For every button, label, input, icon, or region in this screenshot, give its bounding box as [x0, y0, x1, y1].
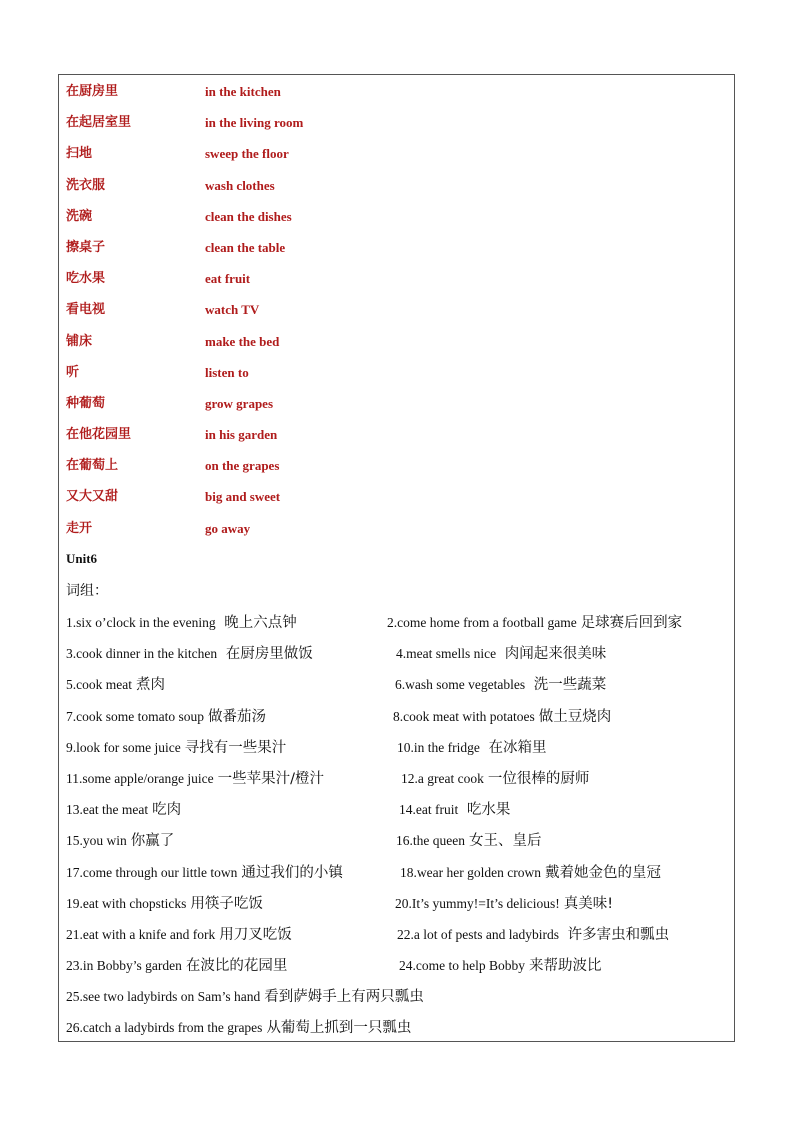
phrase-english: 5.cook meat — [66, 677, 132, 693]
phrase-item — [400, 862, 661, 884]
phrase-chinese: 看到萨姆手上有两只瓢虫 — [264, 989, 424, 1006]
phrase-chinese: 煮肉 — [135, 677, 165, 694]
phrase-item — [66, 955, 287, 977]
phrase-english: 25.see two ladybirds on Sam’s hand — [66, 989, 261, 1005]
phrase-row — [66, 893, 731, 924]
phrase-chinese: 吃水果 — [462, 802, 511, 819]
phrase-chinese: 晚上六点钟 — [219, 615, 297, 631]
phrase-item — [66, 643, 313, 665]
phrase-english: 10.in the fridge — [397, 739, 480, 755]
phrase-row — [66, 643, 731, 674]
vocab-row — [66, 206, 666, 237]
vocab-row — [66, 486, 666, 517]
vocab-chinese: 吃水果 — [66, 271, 106, 287]
vocab-chinese: 铺床 — [66, 333, 93, 349]
vocab-english: sweep the floor — [205, 146, 289, 162]
phrase-chinese: 你赢了 — [130, 833, 175, 850]
vocab-row — [66, 299, 666, 330]
vocab-english: clean the table — [205, 239, 286, 255]
vocab-row — [66, 143, 666, 174]
phrase-english: 9.look for some juice — [66, 739, 181, 755]
vocab-chinese: 扫地 — [66, 146, 93, 162]
phrase-english: 14.eat fruit — [399, 802, 459, 818]
phrase-item — [66, 768, 324, 790]
phrase-item — [66, 986, 424, 1008]
phrase-english: 16.the queen — [396, 833, 465, 849]
phrase-item — [393, 706, 611, 728]
phrase-chinese: 做土豆烧肉 — [538, 708, 612, 725]
vocab-english: in the living room — [205, 115, 304, 131]
phrase-chinese: 一位很棒的厨师 — [487, 770, 590, 787]
vocab-chinese: 在厨房里 — [66, 84, 119, 99]
phrase-chinese: 做番茄汤 — [208, 708, 266, 725]
vocab-english: go away — [205, 520, 251, 536]
phrase-english: 3.cook dinner in the kitchen — [66, 646, 218, 662]
vocab-chinese: 种葡萄 — [66, 395, 106, 411]
vocab-list — [66, 81, 666, 549]
phrase-item — [66, 924, 292, 946]
phrase-row — [66, 706, 731, 737]
phrase-english: 2.come home from a football game — [387, 615, 577, 630]
phrase-row — [66, 737, 731, 768]
vocab-english: in his garden — [205, 427, 278, 443]
phrase-chinese: 足球赛后回到家 — [580, 615, 683, 631]
vocab-chinese: 洗碗 — [66, 208, 93, 224]
vocab-chinese: 在葡萄上 — [66, 458, 119, 474]
phrase-row — [66, 1017, 731, 1048]
phrase-chinese: 一些苹果汁/橙汁 — [217, 770, 324, 787]
phrase-item — [396, 830, 541, 852]
vocab-row — [66, 518, 666, 549]
phrase-row — [66, 799, 731, 830]
vocab-chinese: 擦桌子 — [66, 239, 106, 255]
phrase-english: 17.come through our little town — [66, 864, 238, 880]
phrase-english: 1.six o’clock in the evening — [66, 615, 216, 630]
phrase-row — [66, 612, 731, 643]
phrase-item — [66, 674, 165, 696]
phrase-english: 26.catch a ladybirds from the grapes — [66, 1020, 263, 1036]
phrase-item — [399, 955, 601, 977]
vocab-row — [66, 237, 666, 268]
phrase-english: 23.in Bobby’s garden — [66, 958, 182, 974]
phrase-english: 19.eat with chopsticks — [66, 895, 187, 911]
phrase-item — [396, 643, 606, 665]
vocab-row — [66, 268, 666, 299]
phrase-english: 20.It’s yummy!=It’s delicious! — [395, 895, 560, 911]
vocab-row — [66, 81, 666, 112]
phrase-chinese: 从葡萄上抓到一只瓢虫 — [266, 1020, 412, 1037]
phrase-item — [401, 768, 589, 790]
phrase-item — [66, 830, 174, 852]
vocab-chinese: 在起居室里 — [66, 115, 132, 131]
vocab-english: eat fruit — [205, 271, 251, 287]
phrase-chinese: 在厨房里做饭 — [221, 646, 313, 663]
phrase-item — [395, 893, 613, 915]
phrase-english: 18.wear her golden crown — [400, 864, 541, 880]
phrase-english: 8.cook meat with potatoes — [393, 708, 535, 724]
vocab-row — [66, 424, 666, 455]
phrase-english: 6.wash some vegetables — [395, 677, 526, 693]
phrase-english: 22.a lot of pests and ladybirds — [397, 926, 559, 942]
phrase-chinese: 在冰箱里 — [483, 739, 547, 756]
phrase-chinese: 戴着她金色的皇冠 — [544, 864, 661, 881]
phrase-chinese: 通过我们的小镇 — [241, 864, 343, 881]
phrase-row — [66, 768, 731, 799]
phrase-group-label: 词组： — [66, 583, 108, 599]
phrase-chinese: 许多害虫和瓢虫 — [562, 926, 670, 943]
phrase-item — [66, 706, 266, 728]
vocab-english: make the bed — [205, 333, 280, 349]
vocab-row — [66, 175, 666, 206]
phrase-row — [66, 924, 731, 955]
phrase-chinese: 在波比的花园里 — [185, 958, 288, 975]
vocab-row — [66, 112, 666, 143]
vocab-chinese: 在他花园里 — [66, 427, 132, 443]
phrase-english: 24.come to help Bobby — [399, 958, 525, 974]
vocab-english: on the grapes — [205, 458, 280, 474]
phrase-english: 12.a great cook — [401, 770, 484, 786]
phrase-english: 21.eat with a knife and fork — [66, 926, 216, 942]
vocab-chinese: 洗衣服 — [66, 177, 106, 193]
phrase-item — [399, 799, 510, 821]
vocab-chinese: 听 — [66, 364, 80, 380]
phrase-row — [66, 955, 731, 986]
phrase-chinese: 寻找有一些果汁 — [184, 739, 287, 756]
vocab-english: grow grapes — [205, 395, 274, 411]
phrase-item — [66, 612, 297, 634]
vocab-english: clean the dishes — [205, 208, 292, 224]
phrase-chinese: 洗一些蔬菜 — [529, 677, 607, 694]
vocab-english: wash clothes — [205, 177, 275, 193]
phrase-item — [66, 862, 343, 884]
phrase-item — [387, 612, 682, 634]
phrase-chinese: 肉闻起来很美味 — [500, 646, 607, 663]
vocab-row — [66, 331, 666, 362]
vocab-english: in the kitchen — [205, 84, 281, 99]
vocab-chinese: 走开 — [66, 520, 93, 536]
phrase-chinese: 吃肉 — [152, 802, 182, 819]
vocab-english: listen to — [205, 364, 249, 380]
phrase-chinese: 女王、皇后 — [468, 833, 542, 850]
phrase-english: 11.some apple/orange juice — [66, 770, 214, 786]
vocab-chinese: 看电视 — [66, 302, 106, 318]
phrase-item — [397, 737, 546, 759]
vocab-row — [66, 393, 666, 424]
vocab-row — [66, 455, 666, 486]
phrase-chinese: 来帮助波比 — [528, 958, 602, 975]
vocab-english: watch TV — [205, 302, 260, 318]
phrase-item — [66, 737, 286, 759]
phrase-chinese: 真美味! — [563, 895, 614, 912]
phrase-row — [66, 674, 731, 705]
phrase-item — [66, 1017, 411, 1039]
phrase-item — [397, 924, 669, 946]
phrase-item — [66, 799, 181, 821]
phrase-chinese: 用筷子吃饭 — [190, 895, 263, 912]
phrase-item — [395, 674, 606, 696]
phrase-list — [66, 612, 731, 1049]
phrase-english: 13.eat the meat — [66, 802, 149, 818]
phrase-chinese: 用刀叉吃饭 — [219, 926, 292, 943]
phrase-english: 15.you win — [66, 833, 127, 849]
vocab-row — [66, 362, 666, 393]
phrase-english: 7.cook some tomato soup — [66, 708, 204, 724]
unit-title: Unit6 — [66, 551, 98, 566]
vocab-chinese: 又大又甜 — [66, 489, 119, 505]
phrase-row — [66, 986, 731, 1017]
phrase-row — [66, 830, 731, 861]
phrase-item — [66, 893, 263, 915]
phrase-english: 4.meat smells nice — [396, 646, 497, 662]
phrase-row — [66, 862, 731, 893]
vocab-english: big and sweet — [205, 489, 281, 505]
